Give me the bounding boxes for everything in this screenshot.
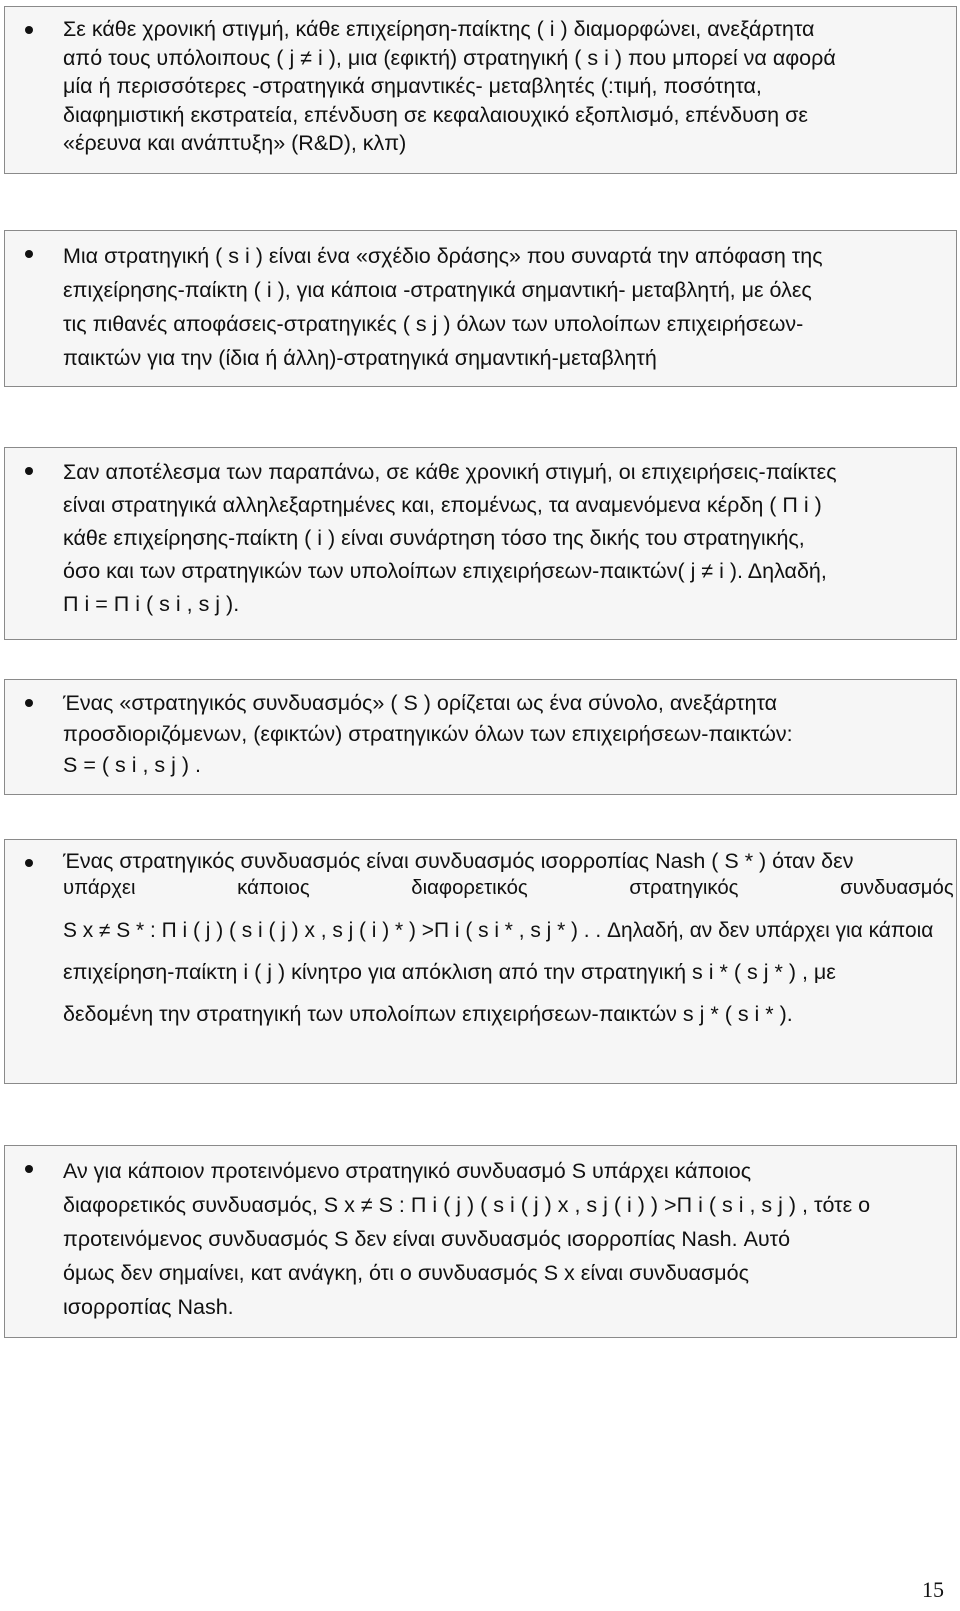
text-line: «έρευνα και ανάπτυξη» (R&D), κλπ) (63, 131, 407, 155)
bullet-box-6 (4, 1145, 957, 1338)
text-line: προτεινόμενος συνδυασμός S δεν είναι συνδυασμός ισορροπίας Nash. Αυτό (63, 1227, 791, 1251)
text-line: Σαν αποτέλεσμα των παραπάνω, σε κάθε χρονική στιγμή, οι επιχειρήσεις-παίκτες (63, 460, 837, 484)
text-line: Αν για κάποιον προτεινόμενο στρατηγικό συνδυασμό S υπάρχει κάποιος (63, 1159, 752, 1183)
text-line: Ένας «στρατηγικός συνδυασμός» ( S ) ορίζεται ως ένα σύνολο, ανεξάρτητα (63, 691, 778, 715)
text-line: υπάρχει κάποιος διαφορετικός στρατηγικός συνδυασμός (63, 877, 954, 899)
text-line: επιχείρηση-παίκτη i ( j ) κίνητρο για απόκλιση από την στρατηγική s i * ( s j * ) , με (63, 960, 836, 984)
text-line: Μια στρατηγική ( s i ) είναι ένα «σχέδιο δράσης» που συναρτά την απόφαση της (63, 244, 823, 268)
bullet-dot (25, 699, 33, 707)
text-line: όσο και των στρατηγικών των υπολοίπων επιχειρήσεων-παικτών( j ≠ i ). Δηλαδή, (63, 559, 827, 583)
bullet-paragraph-4 (63, 688, 934, 781)
text-line: S x ≠ S * : Π i ( j ) ( s i ( j ) x , s j ( i ) * ) >Π i ( s i * , s j * ) . . Δηλαδή, αν δεν υπάρχει για κάποια (63, 919, 934, 942)
text-line: S = ( s i , s j ) . (63, 753, 201, 777)
text-line: Π i = Π i ( s i , s j ). (63, 592, 240, 616)
bullet-box-1 (4, 6, 957, 174)
text-line: όμως δεν σημαίνει, κατ ανάγκη, ότι ο συνδυασμός S x είναι συνδυασμός (63, 1261, 749, 1285)
bullet-box-3 (4, 447, 957, 640)
bullet-dot (25, 1165, 33, 1173)
bullet-dot (25, 467, 33, 475)
bullet-box-2 (4, 230, 957, 387)
bullet-dot (25, 859, 33, 867)
text-line: Σε κάθε χρονική στιγμή, κάθε επιχείρηση-παίκτης ( i ) διαμορφώνει, ανεξάρτητα (63, 17, 815, 41)
bullet-paragraph-5 (63, 848, 954, 1028)
bullet-box-4 (4, 679, 957, 795)
bullet-dot (25, 250, 33, 258)
bullet-paragraph-2 (63, 239, 934, 375)
text-line: τις πιθανές αποφάσεις-στρατηγικές ( s j ) όλων των υπολοίπων επιχειρήσεων- (63, 312, 804, 336)
text-line: προσδιοριζόμενων, (εφικτών) στρατηγικών όλων των επιχειρήσεων-παικτών: (63, 722, 793, 746)
text-line: από τους υπόλοιπους ( j ≠ i ), μια (εφικτή) στρατηγική ( s i ) που μπορεί να αφορά (63, 45, 836, 70)
text-line: μία ή περισσότερες -στρατηγικά σημαντικές- μεταβλητές (:τιμή, ποσότητα, (63, 74, 762, 98)
text-line: παικτών για την (ίδια ή άλλη)-στρατηγικά σημαντική-μεταβλητή (63, 346, 657, 370)
text-line: ισορροπίας Nash. (63, 1295, 234, 1319)
bullet-paragraph-1 (63, 15, 934, 158)
bullet-box-5 (4, 839, 957, 1084)
bullet-paragraph-3 (63, 456, 934, 621)
text-line: κάθε επιχείρησης-παίκτη ( i ) είναι συνάρτηση τόσο της δικής του στρατηγικής, (63, 526, 805, 550)
text-line: είναι στρατηγικά αλληλεξαρτημένες και, επομένως, τα αναμενόμενα κέρδη ( Π i ) (63, 493, 822, 517)
bullet-paragraph-6 (63, 1154, 934, 1324)
text-line: δεδομένη την στρατηγική των υπολοίπων επιχειρήσεων-παικτών s j * ( s i * ). (63, 1002, 793, 1026)
text-line: διαφημιστική εκστρατεία, επένδυση σε κεφαλαιουχικό εξοπλισμό, επένδυση σε (63, 102, 808, 127)
text-line: Ένας στρατηγικός συνδυασμός είναι συνδυασμός ισορροπίας Nash ( S * ) όταν δεν (63, 849, 854, 873)
text-line: διαφορετικός συνδυασμός, S x ≠ S : Π i ( j ) ( s i ( j ) x , s j ( i ) ) >Π i ( s i , s j ) , τότε ο (63, 1193, 871, 1217)
text-line: επιχείρησης-παίκτη ( i ), για κάποια -στρατηγικά σημαντική- μεταβλητή, με όλες (63, 278, 812, 302)
bullet-dot (25, 26, 33, 34)
page-number: 15 (922, 1577, 944, 1602)
